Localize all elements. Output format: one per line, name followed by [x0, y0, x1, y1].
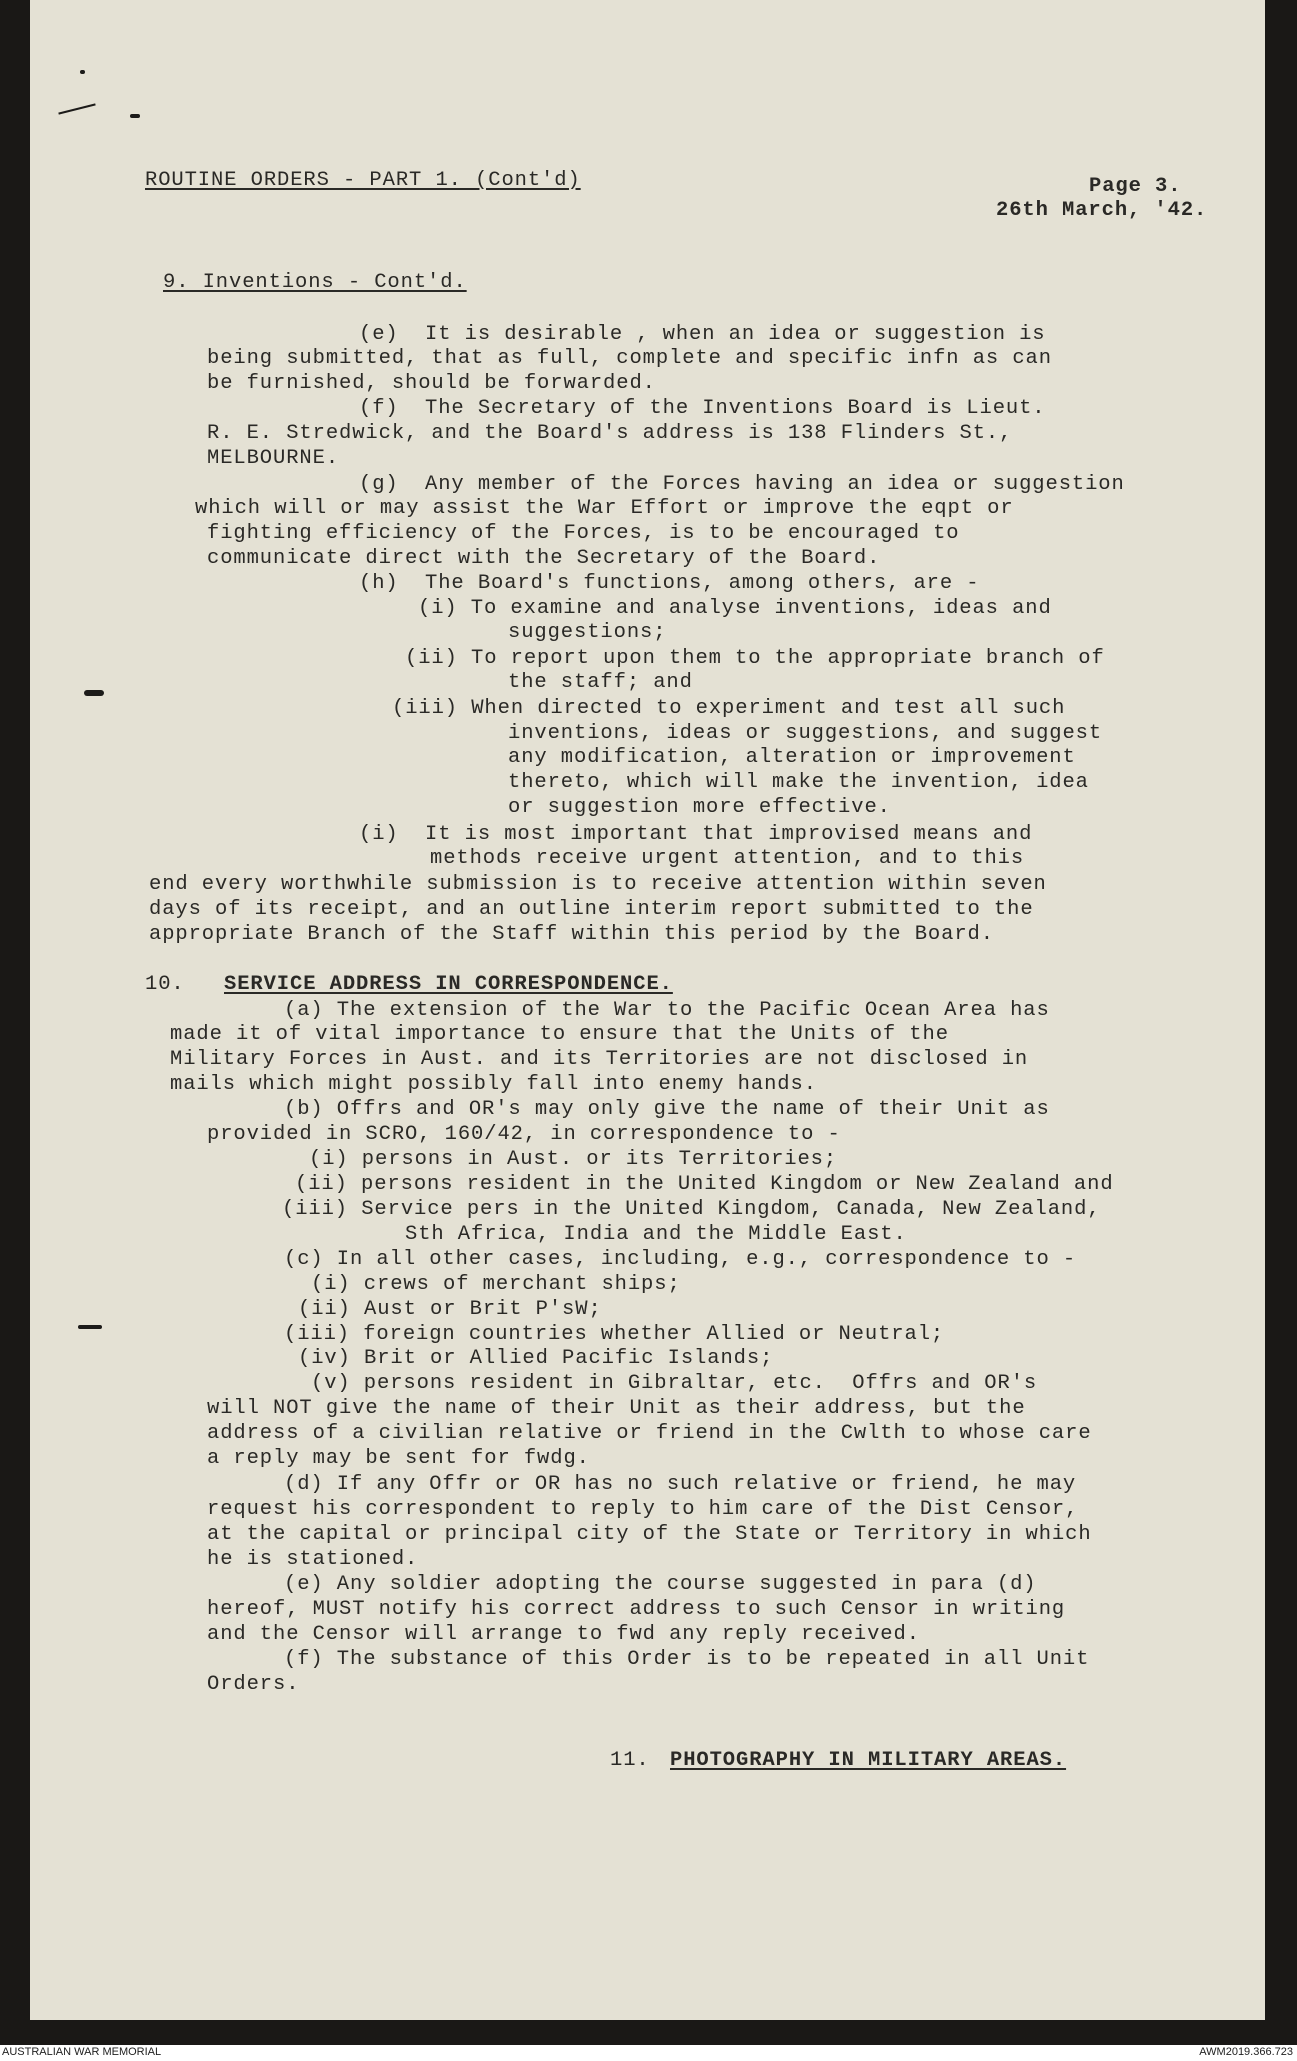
punch-mark — [78, 1325, 102, 1329]
section-9-line: suggestions; — [508, 621, 667, 644]
document-title: ROUTINE ORDERS - PART 1. (Cont'd) — [145, 169, 581, 192]
section-10-line: a reply may be sent for fwdg. — [207, 1447, 590, 1470]
section-9-line: thereto, which will make the invention, idea — [508, 771, 1089, 794]
section-10-line: (d) If any Offr or OR has no such relative or friend, he may — [284, 1473, 1077, 1496]
section-10-line: address of a civilian relative or friend in the Cwlth to whose care — [207, 1422, 1092, 1445]
section-10-line: (iii) foreign countries whether Allied or Neutral; — [284, 1323, 945, 1346]
section-9-line: (i) To examine and analyse inventions, ideas and — [418, 597, 1052, 620]
section-10-line: (v) persons resident in Gibraltar, etc. Offrs and OR's — [311, 1372, 1038, 1395]
section-9-line: (h) The Board's functions, among others, are - — [359, 572, 980, 595]
section-11-heading: PHOTOGRAPHY IN MILITARY AREAS. — [670, 1749, 1067, 1772]
section-9-line: (i) It is most important that improvised means and — [359, 823, 1033, 846]
section-10-line: he is stationed. — [207, 1548, 419, 1571]
punch-mark — [80, 70, 85, 74]
section-10-line: at the capital or principal city of the State or Territory in which — [207, 1523, 1092, 1546]
section-9-line: or suggestion more effective. — [508, 796, 891, 819]
section-9-line: (f) The Secretary of the Inventions Board is Lieut. — [359, 397, 1046, 420]
section-9-heading: 9. Inventions - Cont'd. — [163, 271, 467, 294]
section-9-line: appropriate Branch of the Staff within this period by the Board. — [149, 923, 994, 946]
section-11-number: 11. — [610, 1749, 650, 1772]
page-number: Page 3. — [1089, 175, 1182, 198]
section-10-heading: SERVICE ADDRESS IN CORRESPONDENCE. — [224, 973, 673, 996]
section-9-line: the staff; and — [508, 671, 693, 694]
section-10-line: (a) The extension of the War to the Pacific Ocean Area has — [284, 999, 1050, 1022]
section-9-line: being submitted, that as full, complete and specific infn as can — [207, 347, 1052, 370]
section-10-line: (ii) Aust or Brit P'sW; — [298, 1298, 602, 1321]
section-9-line: inventions, ideas or suggestions, and suggest — [508, 722, 1103, 745]
section-10-line: request his correspondent to reply to him care of the Dist Censor, — [207, 1498, 1079, 1521]
section-9-line: communicate direct with the Secretary of the Board. — [207, 547, 881, 570]
section-10-line: (f) The substance of this Order is to be repeated in all Unit — [284, 1648, 1090, 1671]
section-9-line: be furnished, should be forwarded. — [207, 372, 656, 395]
section-10-line: provided in SCRO, 160/42, in correspondence to - — [207, 1123, 841, 1146]
section-10-line: (iv) Brit or Allied Pacific Islands; — [298, 1347, 774, 1370]
section-9-line: (e) It is desirable , when an idea or suggestion is — [359, 323, 1046, 346]
section-9-line: R. E. Stredwick, and the Board's address is 138 Flinders St., — [207, 422, 1013, 445]
section-10-line: hereof, MUST notify his correct address to such Censor in writing — [207, 1598, 1066, 1621]
section-10-line: (c) In all other cases, including, e.g., correspondence to - — [284, 1248, 1077, 1271]
section-9-line: fighting efficiency of the Forces, is to be encouraged to — [207, 522, 960, 545]
section-10-line: (iii) Service pers in the United Kingdom, Canada, New Zealand, — [282, 1198, 1101, 1221]
section-9-line: which will or may assist the War Effort or improve the eqpt or — [195, 497, 1014, 520]
footer-accession-number: AWM2019.366.723 — [1199, 2046, 1293, 2058]
section-10-line: Orders. — [207, 1673, 300, 1696]
section-10-line: made it of vital importance to ensure that the Units of the — [170, 1023, 949, 1046]
punch-mark — [130, 114, 140, 118]
section-10-line: (b) Offrs and OR's may only give the name of their Unit as — [284, 1098, 1050, 1121]
footer-credit: AUSTRALIAN WAR MEMORIAL — [2, 2046, 162, 2058]
document-page — [30, 0, 1265, 2020]
section-9-line: (ii) To report upon them to the appropriate branch of — [405, 647, 1105, 670]
section-10-line: Military Forces in Aust. and its Territories are not disclosed in — [170, 1048, 1029, 1071]
section-9-line: MELBOURNE. — [207, 447, 340, 470]
section-9-line: any modification, alteration or improvement — [508, 746, 1076, 769]
punch-mark — [84, 690, 104, 696]
section-10-number: 10. — [145, 973, 185, 996]
section-9-line: days of its receipt, and an outline interim report submitted to the — [149, 898, 1034, 921]
section-10-line: mails which might possibly fall into enemy hands. — [170, 1073, 817, 1096]
section-10-line: (i) crews of merchant ships; — [311, 1273, 681, 1296]
section-10-line: will NOT give the name of their Unit as their address, but the — [207, 1397, 1026, 1420]
section-9-line: end every worthwhile submission is to receive attention within seven — [149, 873, 1047, 896]
punch-mark — [58, 103, 95, 114]
section-10-line: and the Censor will arrange to fwd any reply received. — [207, 1623, 920, 1646]
section-9-line: methods receive urgent attention, and to this — [430, 847, 1025, 870]
section-9-line: (g) Any member of the Forces having an idea or suggestion — [359, 473, 1125, 496]
document-date: 26th March, '42. — [996, 199, 1208, 222]
section-10-line: Sth Africa, India and the Middle East. — [405, 1223, 907, 1246]
section-9-line: (iii) When directed to experiment and test all such — [392, 697, 1066, 720]
section-10-line: (e) Any soldier adopting the course suggested in para (d) — [284, 1573, 1037, 1596]
section-10-line: (ii) persons resident in the United Kingdom or New Zealand and — [295, 1173, 1114, 1196]
section-10-line: (i) persons in Aust. or its Territories; — [309, 1148, 838, 1171]
